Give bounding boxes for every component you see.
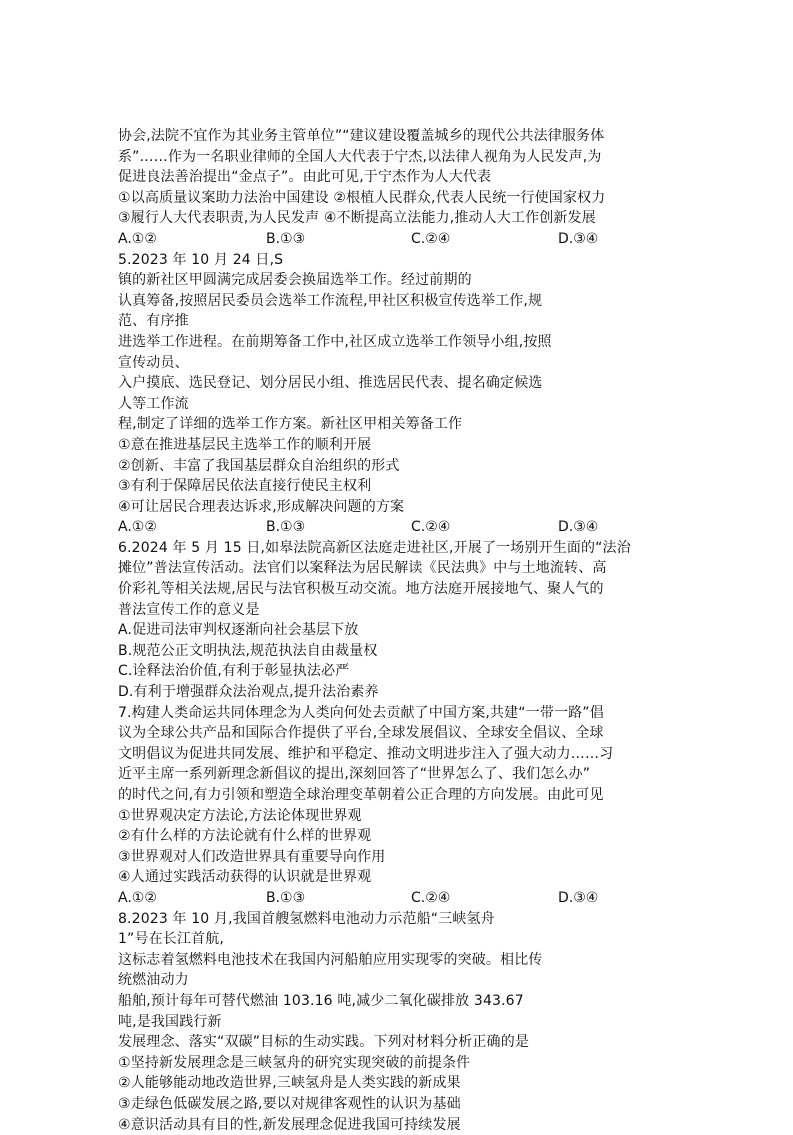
text-line: 1”号在长江首航, (118, 929, 678, 950)
text-line: 吨,是我国践行新 (118, 1012, 678, 1033)
option-b: B.规范公正文明执法,规范执法自由裁量权 (118, 641, 678, 662)
text-line: 系”……作为一名职业律师的全国人大代表于宁杰,以法律人视角为人民发声,为 (118, 147, 678, 168)
text-line: 入户摸底、选民登记、划分居民小组、推选居民代表、提名确定候选 (118, 373, 678, 394)
answer-options (118, 888, 678, 909)
exam-page (118, 126, 678, 1135)
text-line: 普法宣传工作的意义是 (118, 600, 678, 621)
option-d: D.③④ (558, 517, 598, 538)
option-a: A.促进司法审判权逐渐向社会基层下放 (118, 620, 678, 641)
option-b: B.①③ (266, 229, 305, 250)
text-line: 镇的新社区甲圆满完成居委会换届选举工作。经过前期的 (118, 270, 678, 291)
choice-item: ③走绿色低碳发展之路,要以对规律客观性的认识为基础 (118, 1094, 678, 1115)
choice-item: ④意识活动具有目的性,新发展理念促进我国可持续发展 (118, 1115, 678, 1135)
option-d: D.有利于增强群众法治观点,提升法治素养 (118, 682, 678, 703)
text-line: 这标志着氢燃料电池技术在我国内河船舶应用实现零的突破。相比传 (118, 950, 678, 971)
choice-item: ④可让居民合理表达诉求,形成解决问题的方案 (118, 497, 678, 518)
question-4-block (118, 126, 678, 250)
text-line: 议为全球公共产品和国际合作提供了平台,全球发展倡议、全球安全倡议、全球 (118, 723, 678, 744)
choice-item: ②创新、丰富了我国基层群众自治组织的形式 (118, 456, 678, 477)
option-d: D.③④ (558, 229, 598, 250)
option-b: B.①③ (266, 888, 305, 909)
question-6-block (118, 538, 678, 703)
text-line: 摊位”普法宣传活动。法官们以案释法为居民解读《民法典》中与土地流转、高 (118, 558, 678, 579)
choice-item: ①世界观决定方法论,方法论体现世界观 (118, 806, 678, 827)
option-c: C.②④ (411, 517, 450, 538)
text-line: 统燃油动力 (118, 970, 678, 991)
text-line: 文明倡议为促进共同发展、维护和平稳定、推动文明进步注入了强大动力……习 (118, 744, 678, 765)
text-line: 的时代之问,有力引领和塑造全球治理变革朝着公正合理的方向发展。由此可见 (118, 785, 678, 806)
text-line: 协会,法院不宜作为其业务主管单位”“建议建设覆盖城乡的现代公共法律服务体 (118, 126, 678, 147)
question-stem: 5.2023 年 10 月 24 日,S (118, 250, 678, 271)
option-c: C.诠释法治价值,有利于彰显执法必严 (118, 661, 678, 682)
option-c: C.②④ (411, 888, 450, 909)
choice-item: ③有利于保障居民依法直接行使民主权利 (118, 476, 678, 497)
text-line: 范、有序推 (118, 311, 678, 332)
text-line: 程,制定了详细的选举工作方案。新社区甲相关筹备工作 (118, 414, 678, 435)
text-line: 船舶,预计每年可替代燃油 103.16 吨,减少二氧化碳排放 343.67 (118, 991, 678, 1012)
option-a: A.①② (118, 888, 157, 909)
option-b: B.①③ (266, 517, 305, 538)
question-5-block (118, 250, 678, 538)
choice-item: ①以高质量议案助力法治中国建设 ②根植人民群众,代表人民统一行使国家权力 (118, 188, 678, 209)
text-line: 人等工作流 (118, 394, 678, 415)
question-7-block (118, 703, 678, 909)
question-stem: 6.2024 年 5 月 15 日,如皋法院高新区法庭走进社区,开展了一场别开生面的“法治 (118, 538, 678, 559)
choice-item: ①坚持新发展理念是三峡氢舟的研究实现突破的前提条件 (118, 1053, 678, 1074)
question-stem: 8.2023 年 10 月,我国首艘氢燃料电池动力示范船“三峡氢舟 (118, 909, 678, 930)
text-line: 宣传动员、 (118, 353, 678, 374)
choice-item: ①意在推进基层民主选举工作的顺利开展 (118, 435, 678, 456)
choice-item: ②有什么样的方法论就有什么样的世界观 (118, 826, 678, 847)
text-line: 价彩礼等相关法规,居民与法官积极互动交流。地方法庭开展接地气、聚人气的 (118, 579, 678, 600)
option-d: D.③④ (558, 888, 598, 909)
text-line: 促进良法善治提出“金点子”。由此可见,于宁杰作为人大代表 (118, 167, 678, 188)
answer-options (118, 229, 678, 250)
choice-item: ③世界观对人们改造世界具有重要导向作用 (118, 847, 678, 868)
text-line: 进选举工作进程。在前期筹备工作中,社区成立选举工作领导小组,按照 (118, 332, 678, 353)
option-a: A.①② (118, 229, 157, 250)
question-8-block (118, 909, 678, 1135)
choice-item: ③履行人大代表职责,为人民发声 ④不断提高立法能力,推动人大工作创新发展 (118, 208, 678, 229)
option-a: A.①② (118, 517, 157, 538)
text-line: 发展理念、落实“双碳”目标的生动实践。下列对材料分析正确的是 (118, 1032, 678, 1053)
text-line: 近平主席一系列新理念新倡议的提出,深刻回答了“世界怎么了、我们怎么办” (118, 764, 678, 785)
choice-item: ②人能够能动地改造世界,三峡氢舟是人类实践的新成果 (118, 1073, 678, 1094)
answer-options (118, 517, 678, 538)
choice-item: ④人通过实践活动获得的认识就是世界观 (118, 867, 678, 888)
text-line: 认真筹备,按照居民委员会选举工作流程,甲社区积极宣传选举工作,规 (118, 291, 678, 312)
question-stem: 7.构建人类命运共同体理念为人类向何处去贡献了中国方案,共建“一带一路”倡 (118, 703, 678, 724)
option-c: C.②④ (411, 229, 450, 250)
